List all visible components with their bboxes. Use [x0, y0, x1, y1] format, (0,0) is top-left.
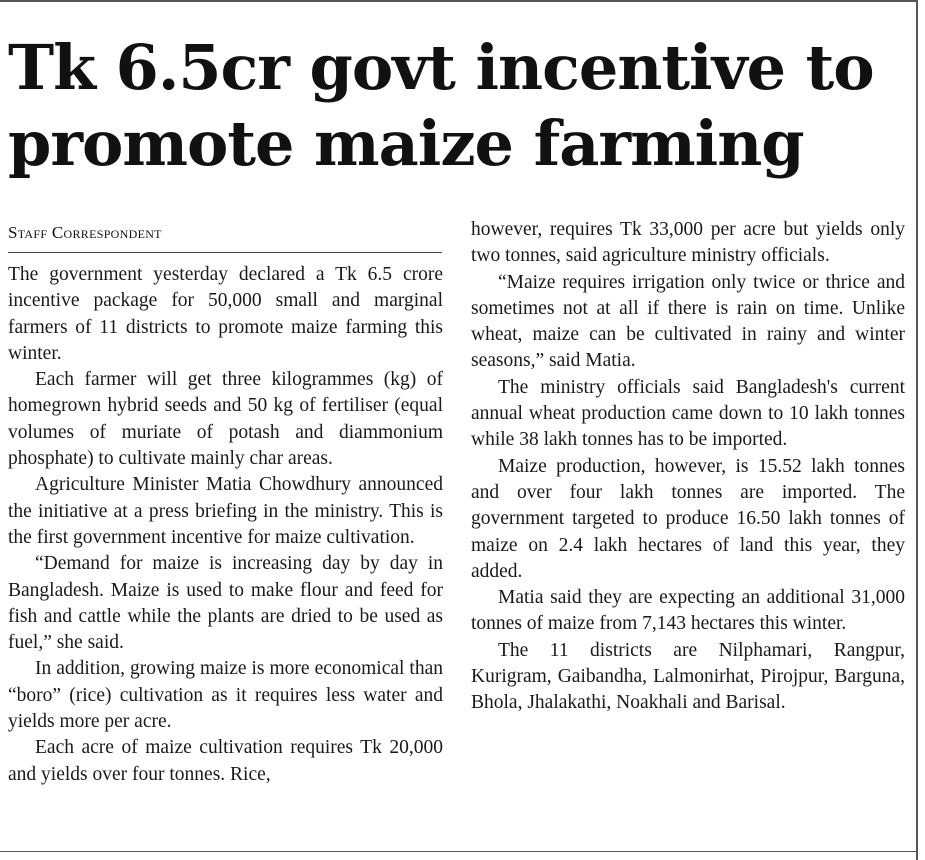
- paragraph: “Demand for maize is increasing day by day in Bangladesh. Maize is used to make flour and feed for fish and cattle while the plants are dried to be used as fuel,” she said.: [8, 553, 443, 654]
- paragraph: Maize production, however, is 15.52 lakh tonnes and over four lakh tonnes are imported. The government targeted to produce 16.50 lakh tonnes of maize on 2.4 lakh hectares of land this year, they added.: [471, 455, 905, 582]
- byline-divider: [8, 252, 442, 253]
- paragraph: however, requires Tk 33,000 per acre but yields only two tonnes, said agriculture ministry officials.: [471, 219, 905, 267]
- paragraph: Matia said they are expecting an additional 31,000 tonnes of maize from 7,143 hectares this winter.: [471, 587, 905, 635]
- headline-line-2: promote maize farming: [8, 107, 804, 180]
- article-headline: [8, 30, 912, 182]
- headline-line-1: Tk 6.5cr govt incentive to: [8, 31, 874, 104]
- paragraph: The ministry officials said Bangladesh's current annual wheat production came down to 10 lakh tonnes while 38 lakh tonnes has to be imported.: [471, 376, 905, 451]
- paragraph: Each farmer will get three kilogrammes (kg) of homegrown hybrid seeds and 50 kg of fertiliser (equal volumes of muriate of potash and diammonium phosphate) to cultivate mainly char areas.: [8, 369, 443, 470]
- paragraph: “Maize requires irrigation only twice or thrice and sometimes not at all if there is rain on time. Unlike wheat, maize can be cultivated in rainy and winter seasons,” said Matia.: [471, 271, 905, 372]
- right-border-rule: [916, 0, 918, 860]
- paragraph: In addition, growing maize is more economical than “boro” (rice) cultivation as it requires less water and yields more per acre.: [8, 658, 443, 733]
- paragraph: Agriculture Minister Matia Chowdhury announced the initiative at a press briefing in the ministry. This is the first government incentive for maize cultivation.: [8, 474, 443, 548]
- bottom-border-rule: [0, 851, 916, 852]
- top-border-rule: [0, 0, 916, 2]
- paragraph: The government yesterday declared a Tk 6.5 crore incentive package for 50,000 small and marginal farmers of 11 districts to promote maize farming this winter.: [8, 264, 443, 364]
- article-column-1: [8, 262, 443, 788]
- byline: Staff Correspondent: [8, 223, 162, 242]
- paragraph: The 11 districts are Nilphamari, Rangpur, Kurigram, Gaibandha, Lalmonirhat, Pirojpur, Barguna, Bhola, Jhalakathi, Noakhali and Barisal.: [471, 639, 905, 714]
- paragraph: Each acre of maize cultivation requires Tk 20,000 and yields over four tonnes. Rice,: [8, 737, 443, 785]
- article-column-2: [471, 217, 905, 717]
